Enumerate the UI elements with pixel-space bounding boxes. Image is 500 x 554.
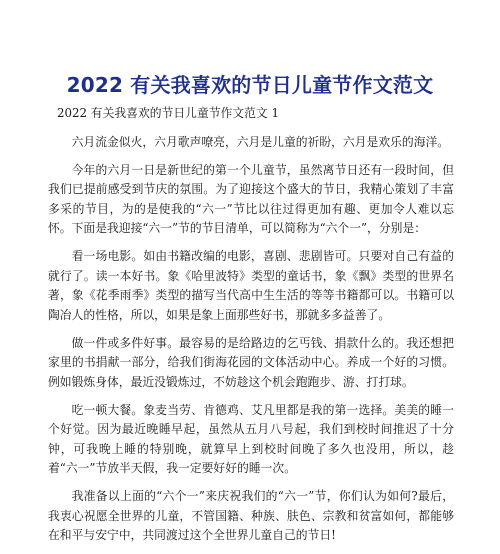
paragraph-5: 吃一顿大餐。象麦当劳、肯德鸡、艾凡里都是我的第一选择。美美的睡一个好觉。因为最近晚睡早起，虽然从五月八号起，我们到校时间推迟了十分钟，可我晚上睡的特别晚，就算早上到校时间晚了多久也没用，所以，趁着“六一”节放半天假，我一定要好好的睡一次。	[48, 402, 454, 475]
paragraph-6: 我准备以上面的“六个一”来庆祝我们的“六一”节，你们认为如何?最后，我衷心祝愿全世界的儿童，不管国籍、种族、肤色、宗教和贫富如何，都能够在和平与安宁中，共同渡过这个全世界儿童自己的节日!	[48, 489, 454, 542]
paragraph-2: 今年的六月一日是新世纪的第一个儿童节，虽然离节日还有一段时间，但我们已提前感受到节庆的氛围。为了迎接这个盛大的节日，我精心策划了丰富多采的节目，为的是使我的“六一”节比以往过得更加有趣、更加令人难以忘怀。下面是我迎接“六一”节的节目清单，可以简称为“六个一”，分别是：	[48, 162, 454, 235]
paragraph-1: 六月流金似火，六月歌声嘹亮，六月是儿童的祈盼，六月是欢乐的海洋。	[71, 134, 450, 149]
document-title: 2022 有关我喜欢的节日儿童节作文范文	[66, 73, 434, 97]
paragraph-4: 做一件或多件好事。最容易的是给路边的乞丐钱、捐款什么的。我还想把家里的书捐献一部分，给我们街海花园的文体活动中心。养成一个好的习惯。例如锻炼身体，最近没锻炼过，不妨趁这个机会跑跑步、游、打打球。	[48, 335, 454, 389]
paragraph-3: 看一场电影。如由书籍改编的电影，喜剧、悲剧皆可。只要对自己有益的就行了。读一本好书。象《哈里波特》类型的童话书，象《飘》类型的世界名著，象《花季雨季》类型的描写当代高中生生活的等等书籍都可以。书籍可以陶冶人的性格，所以，如果是象上面那些好书，那就多多益善了。	[48, 249, 454, 322]
document-body	[48, 104, 454, 554]
document-subtitle: 2022 有关我喜欢的节日儿童节作文范文 1	[57, 106, 279, 120]
